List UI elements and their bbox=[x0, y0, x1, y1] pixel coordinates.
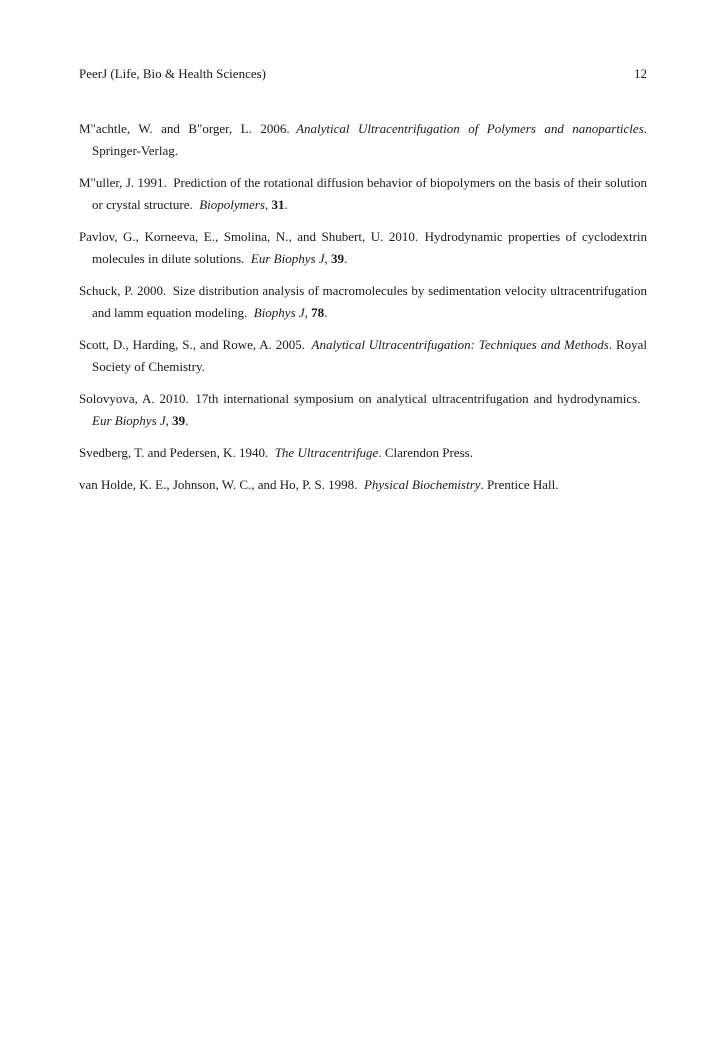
reference-authors-year: Scott, D., Harding, S., and Rowe, A. 2005. bbox=[79, 337, 305, 352]
reference-publisher: Royal Society of Chemistry. bbox=[92, 337, 648, 374]
running-head bbox=[79, 66, 647, 82]
page-number: 12 bbox=[634, 66, 647, 81]
reference-source: Analytical Ultracentrifugation of Polymers and nanoparticles bbox=[296, 121, 644, 136]
reference-entry: Svedberg, T. and Pedersen, K. 1940. The Ultracentrifuge. Clarendon Press. bbox=[79, 445, 473, 460]
reference-authors-year: Svedberg, T. and Pedersen, K. 1940. bbox=[79, 445, 269, 460]
reference-volume: 39 bbox=[331, 251, 345, 266]
reference-authors-year: van Holde, K. E., Johnson, W. C., and Ho, P. S. 1998. bbox=[79, 477, 358, 492]
reference-entry: M"uller, J. 1991. Prediction of the rotational diffusion behavior of biopolymers on the basis of their solution or crystal structure. Biopolymers, 31. bbox=[79, 175, 647, 212]
reference-volume: 39 bbox=[172, 413, 186, 428]
reference-entry: Schuck, P. 2000. Size distribution analysis of macromolecules by sedimentation velocity ultracentrifugation and lamm equation modeling. Biophys J, 78. bbox=[79, 283, 647, 320]
reference-list bbox=[79, 118, 647, 506]
page bbox=[79, 0, 647, 1050]
reference-authors-year: M"achtle, W. and B"orger, L. 2006. bbox=[79, 121, 290, 136]
reference-title: Prediction of the rotational diffusion behavior of biopolymers on the basis of their solution or crystal structure. bbox=[92, 175, 647, 212]
reference-source: The Ultracentrifuge bbox=[274, 445, 379, 460]
reference-source: Analytical Ultracentrifugation: Techniques and Methods bbox=[311, 337, 609, 352]
reference-source: Biophys J bbox=[253, 305, 305, 320]
reference-entry: Scott, D., Harding, S., and Rowe, A. 2005. Analytical Ultracentrifugation: Techniques and Methods. Royal Society of Chemistry. bbox=[79, 337, 648, 374]
reference-title: 17th international symposium on analytical ultracentrifugation and hydrodynamics. bbox=[195, 391, 641, 406]
reference-source: Biopolymers bbox=[199, 197, 265, 212]
reference-publisher: Springer-Verlag. bbox=[92, 143, 179, 158]
reference-authors-year: Pavlov, G., Korneeva, E., Smolina, N., and Shubert, U. 2010. bbox=[79, 229, 419, 244]
reference-authors-year: Schuck, P. 2000. bbox=[79, 283, 167, 298]
reference-source: Eur Biophys J bbox=[92, 413, 166, 428]
reference-source: Eur Biophys J bbox=[250, 251, 325, 266]
journal-name: PeerJ (Life, Bio & Health Sciences) bbox=[79, 66, 266, 81]
reference-publisher: Clarendon Press. bbox=[384, 445, 473, 460]
reference-volume: 31 bbox=[271, 197, 285, 212]
reference-title: Size distribution analysis of macromolecules by sedimentation velocity ultracentrifugation and lamm equation modeling. bbox=[92, 283, 647, 320]
reference-entry: Solovyova, A. 2010. 17th international symposium on analytical ultracentrifugation and hydrodynamics. Eur Biophys J, 39. bbox=[79, 391, 641, 428]
reference-authors-year: M"uller, J. 1991. bbox=[79, 175, 167, 190]
reference-authors-year: Solovyova, A. 2010. bbox=[79, 391, 189, 406]
reference-source: Physical Biochemistry bbox=[363, 477, 481, 492]
reference-title: Hydrodynamic properties of cyclodextrin molecules in dilute solutions. bbox=[92, 229, 648, 266]
reference-publisher: Prentice Hall. bbox=[487, 477, 559, 492]
reference-volume: 78 bbox=[311, 305, 325, 320]
reference-entry: van Holde, K. E., Johnson, W. C., and Ho, P. S. 1998. Physical Biochemistry. Prentice Hall. bbox=[79, 477, 559, 492]
reference-entry: Pavlov, G., Korneeva, E., Smolina, N., and Shubert, U. 2010. Hydrodynamic properties of cyclodextrin molecules in dilute solutions. Eur Biophys J, 39. bbox=[79, 229, 648, 266]
reference-entry: M"achtle, W. and B"orger, L. 2006. Analytical Ultracentrifugation of Polymers and nanoparticles. Springer-Verlag. bbox=[79, 121, 648, 158]
